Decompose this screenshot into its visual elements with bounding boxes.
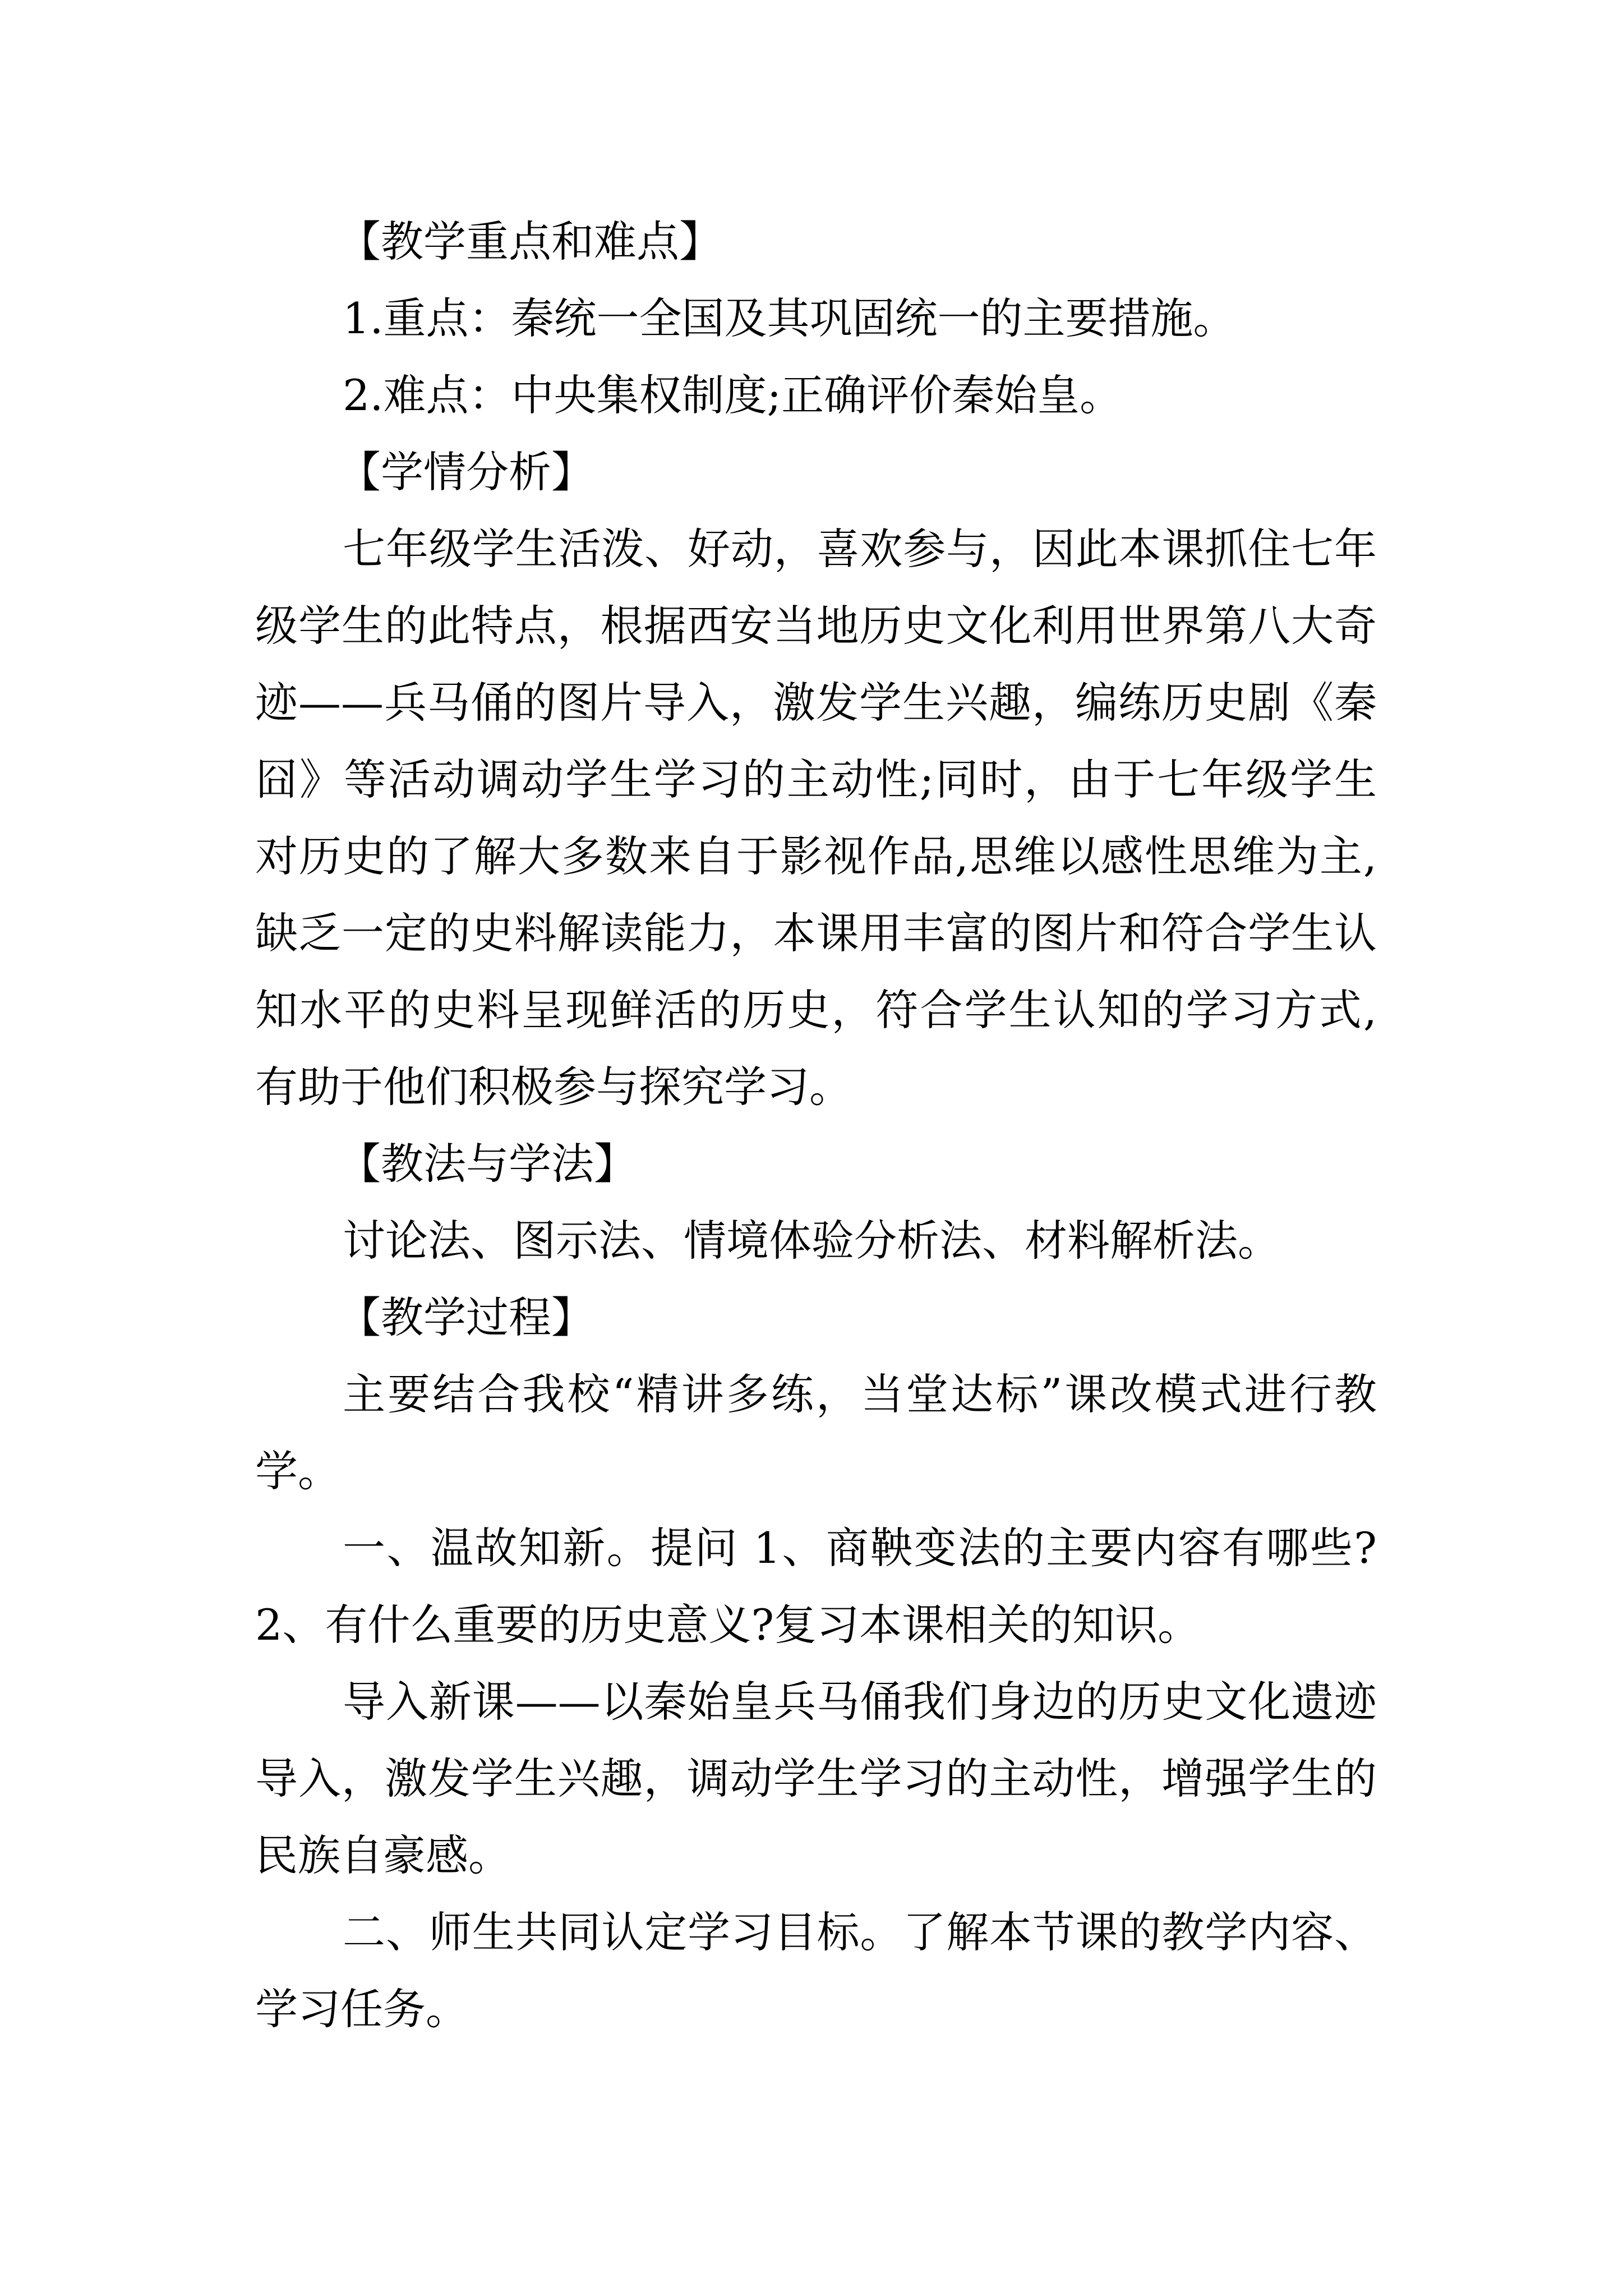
- paragraph-new-lesson: 导入新课——以秦始皇兵马俑我们身边的历史文化遗迹导入，激发学生兴趣，调动学生学习的主动性，增强学生的民族自豪感。: [255, 1677, 1377, 1880]
- paragraph-process-intro: 主要结合我校“精讲多练，当堂达标”课改模式进行教学。: [255, 1369, 1377, 1496]
- section-heading-process: 【教学过程】: [338, 1292, 594, 1342]
- paragraph-methods: 讨论法、图示法、情境体验分析法、材料解析法。: [343, 1216, 1280, 1266]
- paragraph-student-analysis: 七年级学生活泼、好动，喜欢参与，因此本课抓住七年级学生的此特点，根据西安当地历史文化利用世界第八大奇迹——兵马俑的图片导入，激发学生兴趣，编练历史剧《秦囧》等活动调动学生学习的主动性;同时，由于七年级学生对历史的了解大多数来自于影视作品,思维以感性思维为主,缺乏一定的史料解读能力，本课用丰富的图片和符合学生认知水平的史料呈现鲜活的历史，符合学生认知的学习方式,有助于他们积极参与探究学习。: [255, 524, 1377, 1112]
- paragraph-learning-goals: 二、师生共同认定学习目标。了解本节课的教学内容、学习任务。: [255, 1907, 1377, 2034]
- section-heading-key-points: 【教学重点和难点】: [338, 217, 722, 266]
- section-heading-student-analysis: 【学情分析】: [338, 447, 594, 497]
- section-heading-methods: 【教法与学法】: [338, 1139, 637, 1189]
- paragraph-review: 一、温故知新。提问 1、商鞅变法的主要内容有哪些?2、有什么重要的历史意义?复习本课相关的知识。: [255, 1523, 1377, 1650]
- document-body: [255, 203, 1377, 2047]
- paragraph-difficult-point: 2.难点：中央集权制度;正确评价秦始皇。: [343, 370, 1123, 420]
- paragraph-key-point: 1.重点：秦统一全国及其巩固统一的主要措施。: [343, 293, 1236, 343]
